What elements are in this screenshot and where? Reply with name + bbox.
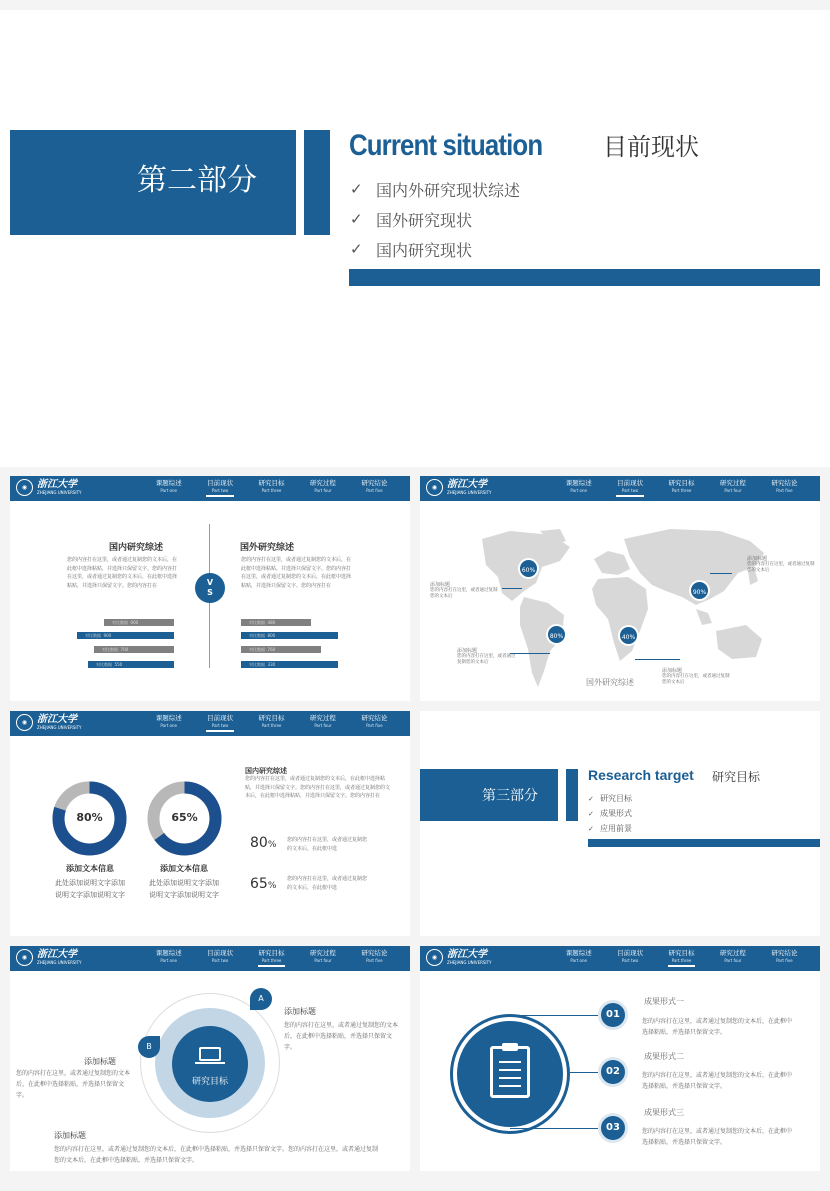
nav-item-target[interactable]: 研究目标 Part three	[246, 949, 297, 964]
b-text: 您的内容打在这里，或者通过复制您的文本后，在此框中选择粘贴，并选择只保留文字。	[16, 1070, 131, 1099]
nav-item-process[interactable]: 研究过程 Part four	[309, 479, 336, 493]
slide-part-three	[420, 711, 820, 936]
checklist-item: ✓ 成果形式	[588, 809, 632, 818]
stat-1: 80%	[250, 835, 277, 851]
donut-label: 65%	[171, 811, 198, 824]
left-body: 您的内容打在这里，或者通过复制您的文本后，在此框中选择粘贴，并选择只保留文字。您的内容打在这里，或者通过复制您的文本后，在此框中选择粘贴，并选择只保留文字。您的内容打在	[67, 557, 178, 589]
item-text-3: 您的内容打在这里，或者通过复制您的文本后，在此框中选择粘贴，并选择只保留文字。	[642, 1128, 793, 1146]
checklist-item: ✓ 国内研究现状	[350, 240, 473, 260]
stat-2: 65%	[250, 876, 277, 892]
nav-item-status[interactable]: 目前现状 Part two	[194, 479, 245, 494]
nav-item-process[interactable]: 研究过程 Part four	[309, 714, 336, 728]
divider-bar	[304, 130, 330, 235]
bar-right-2: 对比数据 800	[241, 632, 338, 639]
part-label: 第三部分	[482, 788, 538, 804]
nav-bar	[10, 476, 410, 501]
right-body: 您的内容打在这里，或者通过复制您的文本后，在此框中选择粘贴，并选择只保留文字。您的内容打在这里，或者通过复制您的文本后，在此框中选择粘贴，并选择只保留文字。您的内容打在	[241, 557, 352, 589]
callout-na: 添加标题 您的内容打在这里，或者通过复制您的文本后	[430, 582, 498, 599]
checklist	[350, 174, 520, 264]
checklist-item: ✓ 研究目标	[588, 794, 632, 803]
bar-left-4: 对比数据 550	[88, 661, 174, 668]
item-title-1: 成果形式一	[644, 997, 684, 1006]
callout-asia: 添加标题 您的内容打在这里，或者通过复制您的文本后	[747, 556, 815, 573]
pin-south-america: 80%	[546, 624, 567, 645]
pin-north-america: 60%	[518, 558, 539, 579]
right-title: 国外研究综述	[240, 543, 295, 553]
bar-left-2: 对比数据 900	[77, 632, 174, 639]
slide-results	[420, 946, 820, 1171]
check-icon: ✓	[588, 809, 594, 818]
donut-text: 此处添加说明文字添加说明文字添加说明文字	[55, 879, 125, 899]
nav-item-overview[interactable]: 课题综述 Part one	[155, 949, 182, 963]
nav-item-target[interactable]: 研究目标 Part three	[258, 714, 285, 728]
nav-item-target[interactable]: 研究目标 Part three	[258, 479, 285, 493]
body-text: 您的内容打在这里，或者通过复制您的文本后，在此框中选择粘贴，并选择只保留文字。您的内容打在这里，或者通过复制您的文本后，在此框中选择粘贴，并选择只保留文字。您的内容打在	[245, 776, 390, 799]
c-text: 您的内容打在这里，或者通过复制您的文本后，在此框中选择粘贴，并选择只保留文字。您的内容打在这里，或者通过复制您的文本后，在此框中选择粘贴，并选择只保留文字。	[54, 1146, 379, 1164]
nav-bar	[10, 946, 410, 971]
pin-africa: 40%	[618, 625, 639, 646]
bar-left-3: 对比数据 700	[94, 646, 174, 653]
center-circle	[172, 1026, 248, 1102]
nav-bar	[420, 946, 820, 971]
bar-right-4: 对比数据 330	[241, 661, 338, 668]
stat-2-text: 您的内容打在这里，或者通过复制您的文本后，在此框中选	[287, 876, 368, 891]
nav-item-status[interactable]: 目前现状 Part two	[207, 949, 234, 963]
nav-item-overview[interactable]: 课题综述 Part one	[155, 479, 182, 493]
donut-title: 添加文本信息	[66, 864, 114, 873]
nav-item-conclusion[interactable]: 研究结论 Part five	[361, 949, 388, 963]
nav-item-status[interactable]: 目前现状 Part two	[604, 479, 655, 494]
logo: ◉ 浙江大学 ZHEJIANG UNIVERSITY	[16, 479, 81, 496]
logo: ◉ 浙江大学 ZHEJIANG UNIVERSITY	[16, 949, 81, 966]
left-title: 国内研究综述	[109, 543, 164, 553]
world-map	[420, 501, 820, 701]
heading: 国内研究综述	[245, 767, 287, 775]
slide-research-target	[10, 946, 410, 1171]
b-title: 添加标题	[84, 1057, 116, 1066]
divider-bar	[566, 769, 578, 821]
nav-item-target[interactable]: 研究目标 Part three	[668, 479, 695, 493]
checklist-item: ✓ 国内外研究现状综述	[350, 180, 521, 200]
checklist-item: ✓ 国外研究现状	[350, 210, 473, 230]
num-badge-3: 03	[598, 1113, 628, 1143]
connector-line	[570, 1072, 598, 1073]
part-label: 第二部分	[137, 163, 257, 198]
laptop-icon	[199, 1047, 221, 1061]
logo: ◉ 浙江大学 ZHEJIANG UNIVERSITY	[16, 714, 81, 731]
slide-donuts	[10, 711, 410, 936]
check-icon: ✓	[350, 210, 363, 228]
item-title-2: 成果形式二	[644, 1052, 684, 1061]
check-icon: ✓	[350, 240, 363, 258]
slide-comparison	[10, 476, 410, 701]
title-en: Current situation	[349, 129, 543, 162]
nav-item-conclusion[interactable]: 研究结论 Part five	[361, 479, 388, 493]
checklist-item: ✓ 应用前景	[588, 824, 632, 833]
bottom-bar	[588, 839, 820, 847]
center-label: 研究目标	[191, 1077, 228, 1087]
callout-sa: 添加标题 您的内容打在这里，或者通过复制您的文本后	[457, 648, 516, 665]
callout-line	[710, 573, 732, 574]
nav-item-overview[interactable]: 课题综述 Part one	[565, 949, 592, 963]
pin-asia: 90%	[689, 580, 710, 601]
seal-icon: ◉	[16, 949, 33, 966]
nav-item-target[interactable]: 研究目标 Part three	[656, 949, 707, 964]
connector-line	[510, 1015, 598, 1016]
nav-item-status[interactable]: 目前现状 Part two	[194, 714, 245, 729]
logo: ◉ 浙江大学 ZHEJIANG UNIVERSITY	[426, 949, 491, 966]
callout-africa: 添加标题 您的内容打在这里，或者通过复制您的文本后	[662, 668, 730, 685]
c-title: 添加标题	[54, 1131, 86, 1140]
a-title: 添加标题	[284, 1007, 316, 1016]
map-caption: 国外研究综述	[586, 678, 634, 687]
seal-icon: ◉	[426, 949, 443, 966]
bar-right-1: 对比数据 480	[241, 619, 311, 626]
seal-icon: ◉	[426, 479, 443, 496]
logo: ◉ 浙江大学 ZHEJIANG UNIVERSITY	[426, 479, 491, 496]
callout-line	[635, 659, 680, 660]
slide-world-map	[420, 476, 820, 701]
title-cn: 研究目标	[712, 770, 761, 784]
nav-item-conclusion[interactable]: 研究结论 Part five	[771, 479, 798, 493]
item-text-2: 您的内容打在这里，或者通过复制您的文本后，在此框中选择粘贴，并选择只保留文字。	[642, 1072, 793, 1090]
nav-item-overview[interactable]: 课题综述 Part one	[565, 479, 592, 493]
seal-icon: ◉	[16, 714, 33, 731]
nav-item-process[interactable]: 研究过程 Part four	[719, 949, 746, 963]
badge-b: B	[138, 1036, 160, 1058]
badge-a: A	[250, 988, 272, 1010]
num-badge-2: 02	[598, 1057, 628, 1087]
nav-item-conclusion[interactable]: 研究结论 Part five	[361, 714, 388, 728]
nav-item-process[interactable]: 研究过程 Part four	[719, 479, 746, 493]
bar-right-3: 对比数据 760	[241, 646, 321, 653]
seal-icon: ◉	[16, 479, 33, 496]
bar-left-1: 对比数据 000	[104, 619, 174, 626]
check-icon: ✓	[588, 824, 594, 833]
a-text: 您的内容打在这里，或者通过复制您的文本后，在此框中选择粘贴，并选择只保留文字。	[284, 1022, 399, 1051]
callout-line	[502, 588, 522, 589]
item-text-1: 您的内容打在这里，或者通过复制您的文本后，在此框中选择粘贴，并选择只保留文字。	[642, 1018, 793, 1036]
item-title-3: 成果形式三	[644, 1108, 684, 1117]
check-icon: ✓	[350, 180, 363, 198]
title-en: Research target	[588, 767, 694, 783]
check-icon: ✓	[588, 794, 594, 803]
connector-line	[510, 1128, 598, 1129]
donut-title: 添加文本信息	[160, 864, 208, 873]
title-cn: 目前现状	[603, 133, 699, 161]
donut-label: 80%	[76, 811, 103, 824]
stat-1-text: 您的内容打在这里，或者通过复制您的文本后，在此框中选	[287, 837, 368, 852]
nav-bar	[10, 711, 410, 736]
donut-text: 此处添加说明文字添加说明文字添加说明文字	[149, 879, 219, 899]
vs-badge: V S	[195, 573, 225, 603]
bottom-bar	[349, 269, 820, 286]
nav-item-overview[interactable]: 课题综述 Part one	[155, 714, 182, 728]
nav-item-conclusion[interactable]: 研究结论 Part five	[771, 949, 798, 963]
num-badge-1: 01	[598, 1000, 628, 1030]
nav-bar	[420, 476, 820, 501]
slide-part-two	[0, 10, 830, 467]
nav-item-status[interactable]: 目前现状 Part two	[617, 949, 644, 963]
laptop-base	[195, 1062, 225, 1064]
checklist	[588, 791, 632, 836]
nav-item-process[interactable]: 研究过程 Part four	[309, 949, 336, 963]
clipboard-icon	[490, 1046, 530, 1098]
